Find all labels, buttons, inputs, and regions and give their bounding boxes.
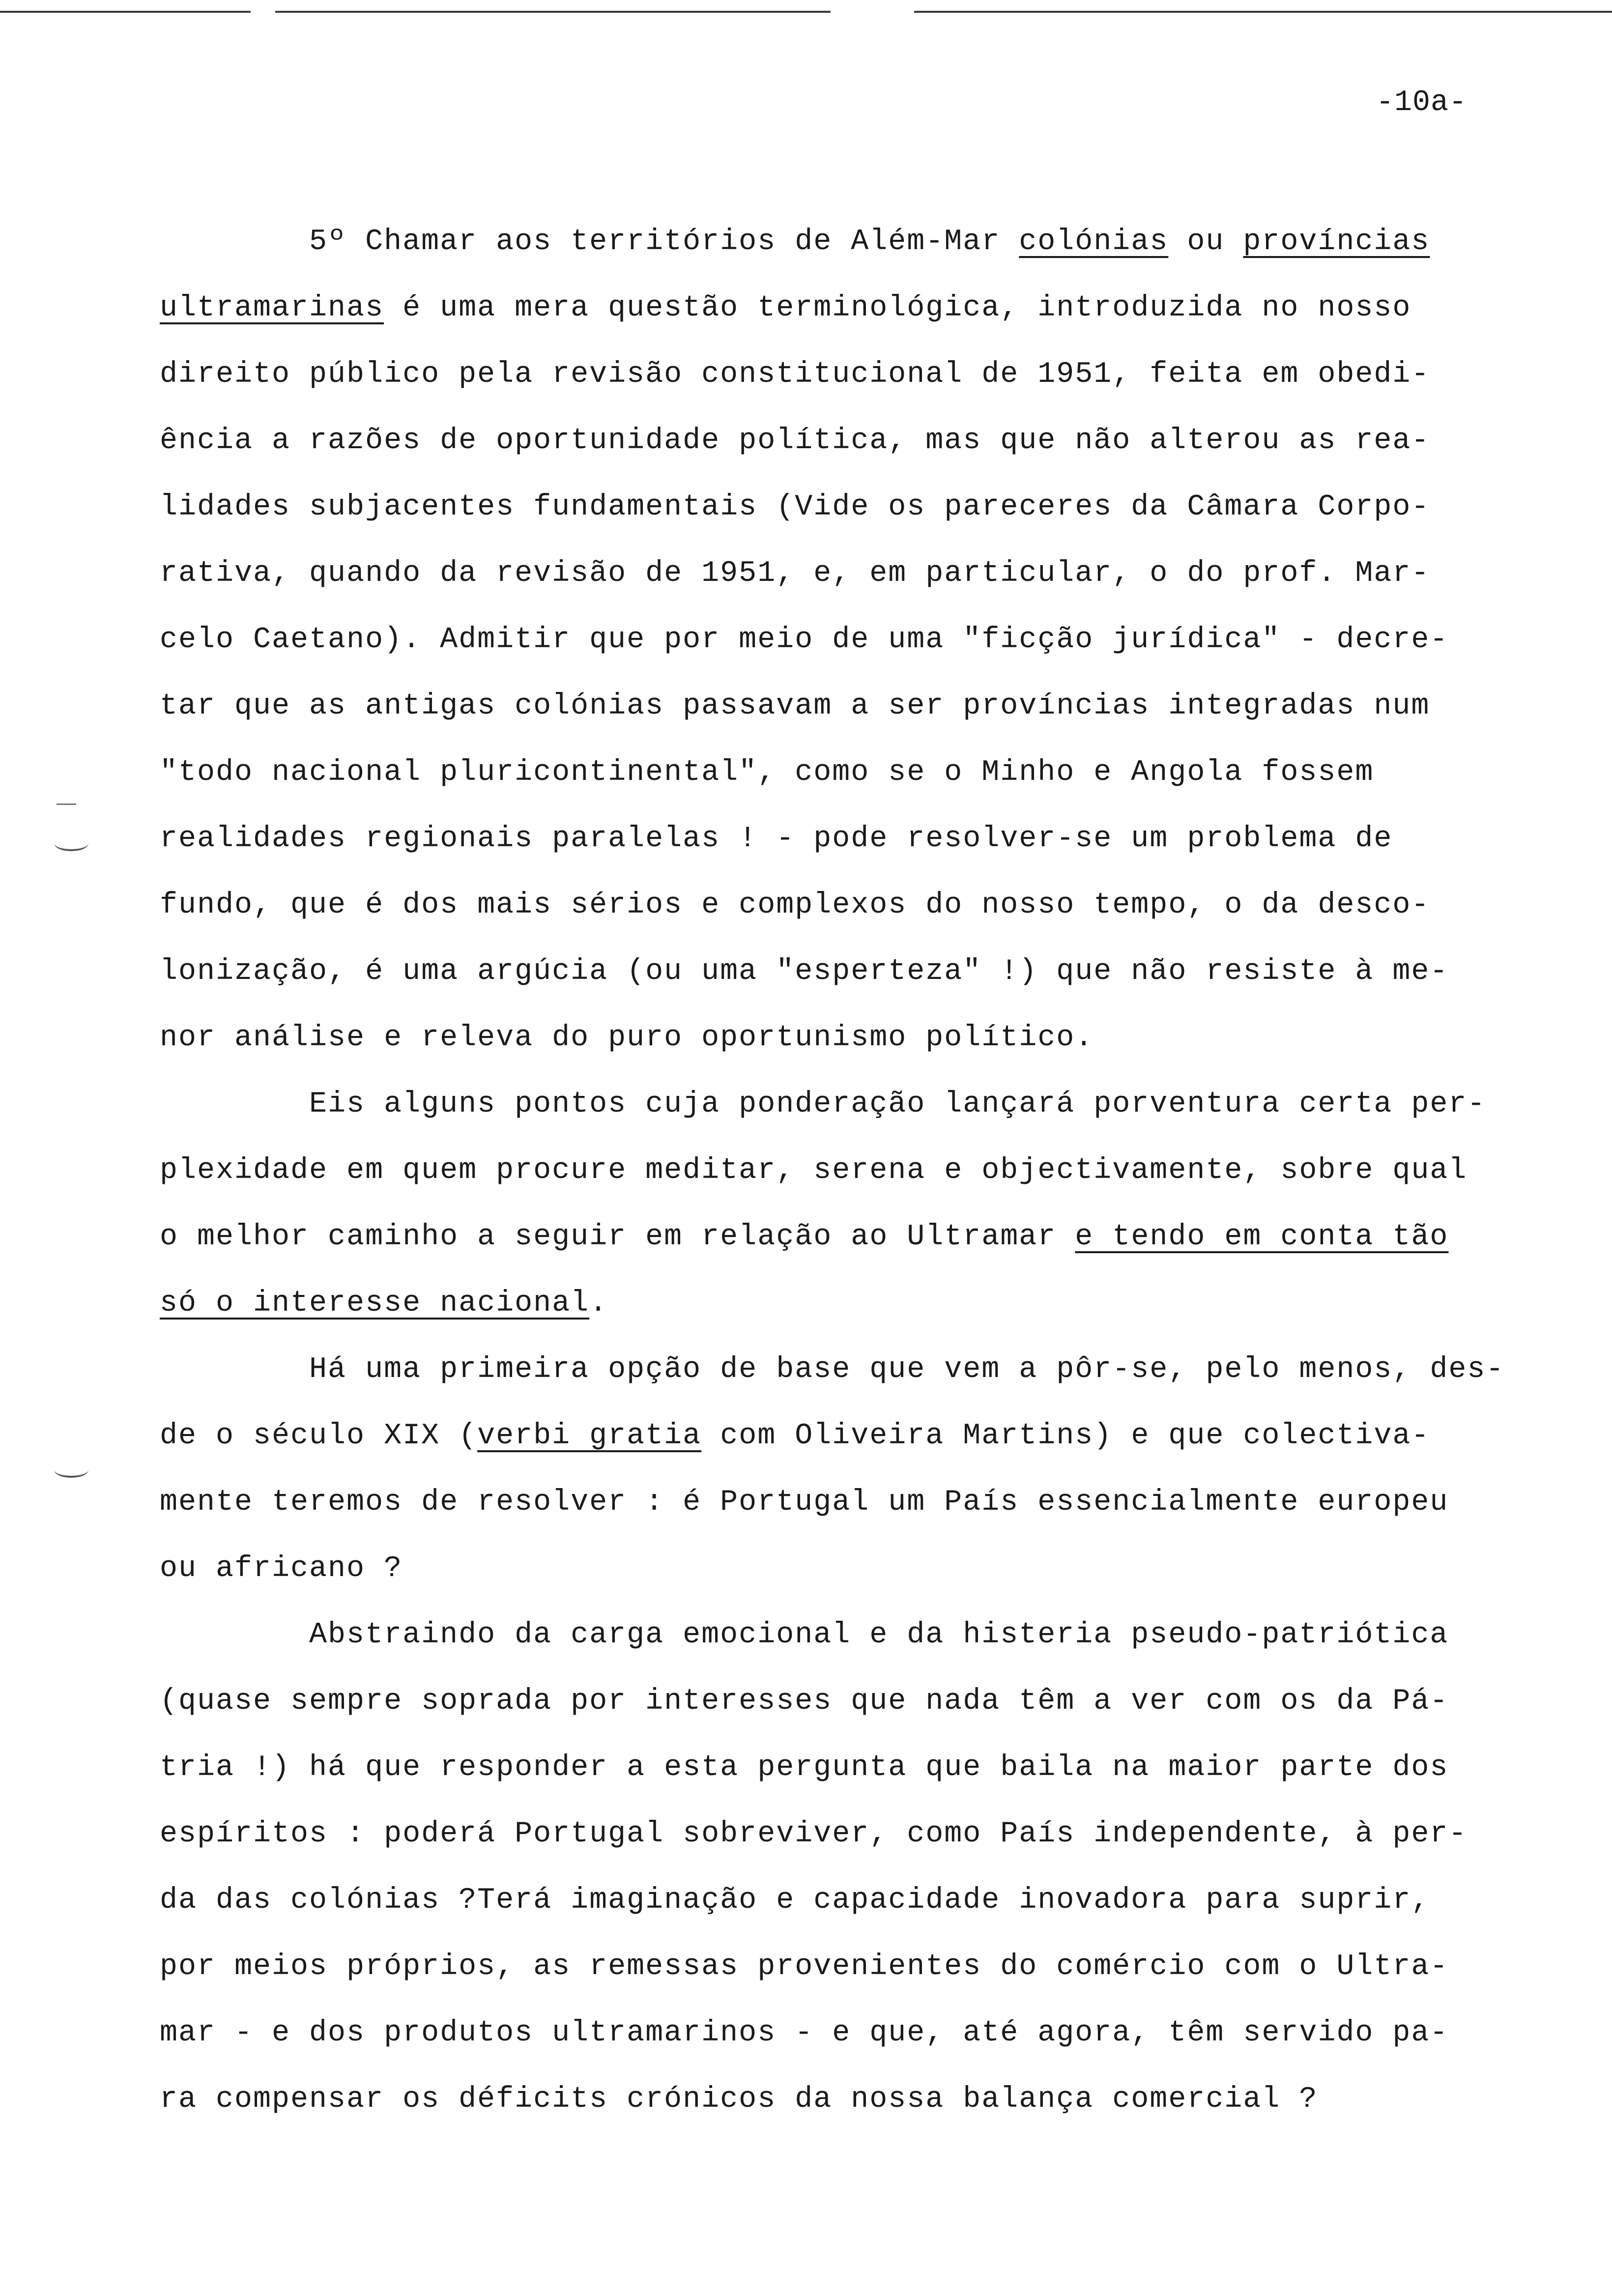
text-segment: Eis alguns pontos cuja ponderação lançará porventura certa per- [160,1088,1486,1121]
text-line [160,1536,1575,1602]
text-line [160,209,1575,275]
text-line [160,1138,1575,1204]
text-segment: rativa, quando da revisão de 1951, e, em particular, o do prof. Mar- [160,557,1430,590]
scan-artifact-line [0,11,251,13]
text-segment: tar que as antigas colónias passavam a ser províncias integradas num [160,689,1430,723]
underlined-text: verbi gratia [477,1419,702,1453]
text-segment: ou [1168,225,1243,258]
text-segment: Há uma primeira opção de base que vem a pôr-se, pelo menos, des- [160,1353,1505,1386]
text-line [160,1801,1575,1867]
text-line [160,474,1575,541]
text-segment: ou africano ? [160,1552,403,1585]
text-line [160,939,1575,1005]
text-line [160,541,1575,607]
text-line [160,806,1575,872]
underlined-text: províncias [1243,225,1430,258]
text-line [160,1071,1575,1138]
text-line [160,2066,1575,2133]
paragraph [160,209,1575,1071]
text-segment: ência a razões de oportunidade política, mas que não alterou as rea- [160,424,1430,458]
margin-pencil-mark [54,835,88,851]
text-line [160,740,1575,806]
text-segment: celo Caetano). Admitir que por meio de uma "ficção jurídica" - decre- [160,623,1449,657]
text-line [160,1735,1575,1801]
text-line [160,1403,1575,1469]
underlined-text: só o interesse nacional [160,1287,590,1320]
text-line [160,1005,1575,1071]
text-segment: espíritos : poderá Portugal sobreviver, como País independente, à per- [160,1817,1468,1851]
text-segment: lonização, é uma argúcia (ou uma "esperteza" !) que não resiste à me- [160,955,1449,988]
text-segment: (quase sempre soprada por interesses que nada têm a ver com os da Pá- [160,1685,1449,1718]
text-segment: é uma mera questão terminológica, introduzida no nosso [384,291,1411,325]
text-line [160,1602,1575,1668]
paragraph [160,1602,1575,2133]
text-segment: Abstraindo da carga emocional e da histeria pseudo-patriótica [160,1618,1449,1652]
text-segment: ra compensar os déficits crónicos da nossa balança comercial ? [160,2083,1318,2116]
page-number: -10a- [1376,86,1468,119]
body-text [160,209,1575,2133]
text-line [160,1469,1575,1536]
text-line [160,872,1575,939]
text-segment: mente teremos de resolver : é Portugal um País essencialmente europeu [160,1486,1449,1519]
text-segment: por meios próprios, as remessas provenientes do comércio com o Ultra- [160,1950,1449,1983]
text-line [160,673,1575,740]
text-line [160,2000,1575,2066]
text-segment: lidades subjacentes fundamentais (Vide os pareceres da Câmara Corpo- [160,490,1430,524]
text-line [160,408,1575,474]
text-line [160,1867,1575,1934]
text-segment: plexidade em quem procure meditar, serena e objectivamente, sobre qual [160,1154,1468,1187]
underlined-text: colónias [1019,225,1169,258]
text-line [160,1204,1575,1270]
text-segment: "todo nacional pluricontinental", como se o Minho e Angola fossem [160,756,1374,789]
text-segment: realidades regionais paralelas ! - pode resolver-se um problema de [160,822,1393,856]
underlined-text: ultramarinas [160,291,384,325]
text-segment: da das colónias ?Terá imaginação e capacidade inovadora para suprir, [160,1884,1430,1917]
text-segment: direito público pela revisão constitucional de 1951, feita em obedi- [160,358,1430,391]
text-segment: mar - e dos produtos ultramarinos - e que, até agora, têm servido pa- [160,2016,1449,2050]
text-segment: nor análise e releva do puro oportunismo político. [160,1021,1094,1055]
text-segment: tria !) há que responder a esta pergunta que baila na maior parte dos [160,1751,1449,1784]
text-line [160,275,1575,342]
margin-pencil-mark [57,804,76,805]
text-line [160,607,1575,673]
scan-artifact-line [275,11,831,13]
text-segment: . [589,1287,608,1320]
text-line [160,1337,1575,1403]
text-segment: 5º Chamar aos territórios de Além-Mar [160,225,1019,258]
underlined-text: e tendo em conta tão [1075,1220,1449,1254]
text-line [160,342,1575,408]
text-segment: de o século XIX ( [160,1419,478,1453]
margin-pencil-mark [54,1462,88,1478]
text-segment: fundo, que é dos mais sérios e complexos do nosso tempo, o da desco- [160,889,1430,922]
text-line [160,1934,1575,2000]
scan-artifact-line [914,11,1612,13]
paragraph [160,1337,1575,1602]
text-line [160,1270,1575,1337]
paragraph [160,1071,1575,1337]
text-segment: com Oliveira Martins) e que colectiva- [701,1419,1430,1453]
text-segment: o melhor caminho a seguir em relação ao Ultramar [160,1220,1075,1254]
text-line [160,1668,1575,1735]
